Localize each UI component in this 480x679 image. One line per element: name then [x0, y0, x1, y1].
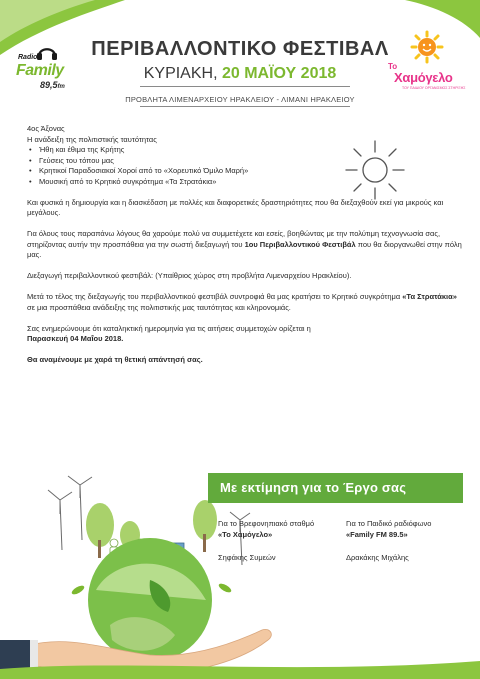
- signature-person: Σηφάκης Συμεών: [218, 553, 276, 562]
- axis-bullet-list: [27, 145, 462, 187]
- list-item: • Ήθη και έθιμα της Κρήτης: [27, 145, 462, 156]
- smile-logo-tagline: ΤΟΥ ΠΑΙΔΙΟΥ ΟΡΓΑΝΙΣΜΟΣ ΣΤΗΡΙΞΗΣ: [402, 86, 466, 90]
- smile-logo-name: Χαμόγελο: [394, 70, 453, 85]
- paragraph-deadline: Σας ενημερώνουμε ότι καταληκτική ημερομηνία για τις αιτήσεις συμμετοχών ορίζεται η: [27, 323, 311, 333]
- signature-org: «Family FM 89.5»: [346, 530, 408, 539]
- closing-line: Θα αναμένουμε με χαρά τη θετική απάντησή σας.: [27, 355, 203, 364]
- paragraph-participation: Για όλους τους παραπάνω λόγους θα χαρούμε πολύ να συμμετέχετε και εσείς, βοηθώντας με την πολύτιμη τεχνογνωσία σας, στηρίζοντας αυτήν την προσπάθεια για την σωστή διεξαγωγή του 1ου Περιβαλλοντικού Φεστιβάλ που θα διοργανωθεί στην πόλη μας.: [27, 229, 462, 259]
- paragraph-venue: Διεξαγωγή περιβαλλοντικού φεστιβάλ: (Υπαίθριος χώρος στη προβλήτα Λιμεναρχείου Ηρακλείου).: [27, 271, 352, 280]
- list-item: • Γεύσεις του τόπου μας: [27, 156, 462, 167]
- list-item: • Μουσική από το Κρητικό συγκρότημα «Τα Στρατάκια»: [27, 177, 462, 188]
- header-divider-top: [140, 86, 350, 87]
- page-title: ΠΕΡΙΒΑΛΛΟΝΤΙΚΟ ΦΕΣΤΙΒΑΛ: [91, 38, 389, 60]
- sun-face-logo-icon: [410, 30, 444, 64]
- event-date-highlight: 20 ΜΑΪΟΥ 2018: [221, 65, 337, 82]
- closing-banner-text: Με εκτίμηση για το Έργο σας: [220, 480, 407, 495]
- list-item: • Κρητικοί Παραδοσιακοί Χοροί από το «Χορευτικό Όμιλο Μαρή»: [27, 166, 462, 177]
- radio-family-logo: [14, 42, 74, 98]
- deadline-date: Παρασκευή 04 Μαΐου 2018.: [27, 334, 124, 343]
- paragraph-activities: Και φυσικά η δημιουργία και η διασκέδαση με πολλές και διαφορετικές δραστηριότητες που θα διεξαχθούν εκεί για μικρούς και μεγάλους.: [27, 197, 444, 217]
- signature-org: «Το Χαμόγελο»: [218, 530, 273, 539]
- band-name-bold: «Τα Στρατάκια»: [402, 292, 457, 301]
- closing-banner: [208, 473, 463, 503]
- header-divider-bottom: [140, 106, 350, 107]
- letter-body: [27, 124, 462, 366]
- paragraph-music: Μετά το τέλος της διεξαγωγής του περιβαλλοντικού φεστιβάλ συντροφιά θα μας κρατήσει το Κρητικό συγκρότημα «Τα Στρατάκια» σε μια προσπάθεια ανάδειξης της πολιτιστικής μας ταυτότητας και κληρονομιάς.: [27, 292, 457, 312]
- signature-line: Για το Παιδικό ραδιόφωνο: [346, 519, 432, 528]
- festival-name-bold: 1ου Περιβαλλοντικού Φεστιβάλ: [244, 239, 356, 249]
- bottom-wave-decoration: [0, 655, 480, 679]
- event-location: ΠΡΟΒΛΗΤΑ ΛΙΜΕΝΑΡΧΕΙΟΥ ΗΡΑΚΛΕΙΟΥ - ΛΙΜΑΝΙ ΗΡΑΚΛΕΙΟΥ: [125, 95, 355, 104]
- headphones-icon: [36, 42, 58, 60]
- event-day: ΚΥΡΙΑΚΗ,: [143, 65, 218, 82]
- signature-block-nursery: [218, 518, 314, 563]
- radio-logo-frequency: 89,5fm: [40, 80, 65, 90]
- axis-title: 4ος Άξονας: [27, 124, 65, 133]
- radio-logo-name: Family: [16, 62, 64, 79]
- signature-block-radio: [346, 518, 431, 563]
- axis-description: Η ανάδειξη της πολιτιστικής ταυτότητας: [27, 134, 157, 144]
- signature-person: Δρακάκης Μιχάλης: [346, 553, 409, 562]
- event-date: [80, 65, 400, 83]
- signature-line: Για το Βρεφονηπιακό σταθμό: [218, 519, 315, 528]
- smile-logo-prefix: Το: [388, 62, 398, 71]
- to-xamogelo-logo: [388, 30, 466, 94]
- radio-logo-radio-text: Radio: [18, 54, 38, 61]
